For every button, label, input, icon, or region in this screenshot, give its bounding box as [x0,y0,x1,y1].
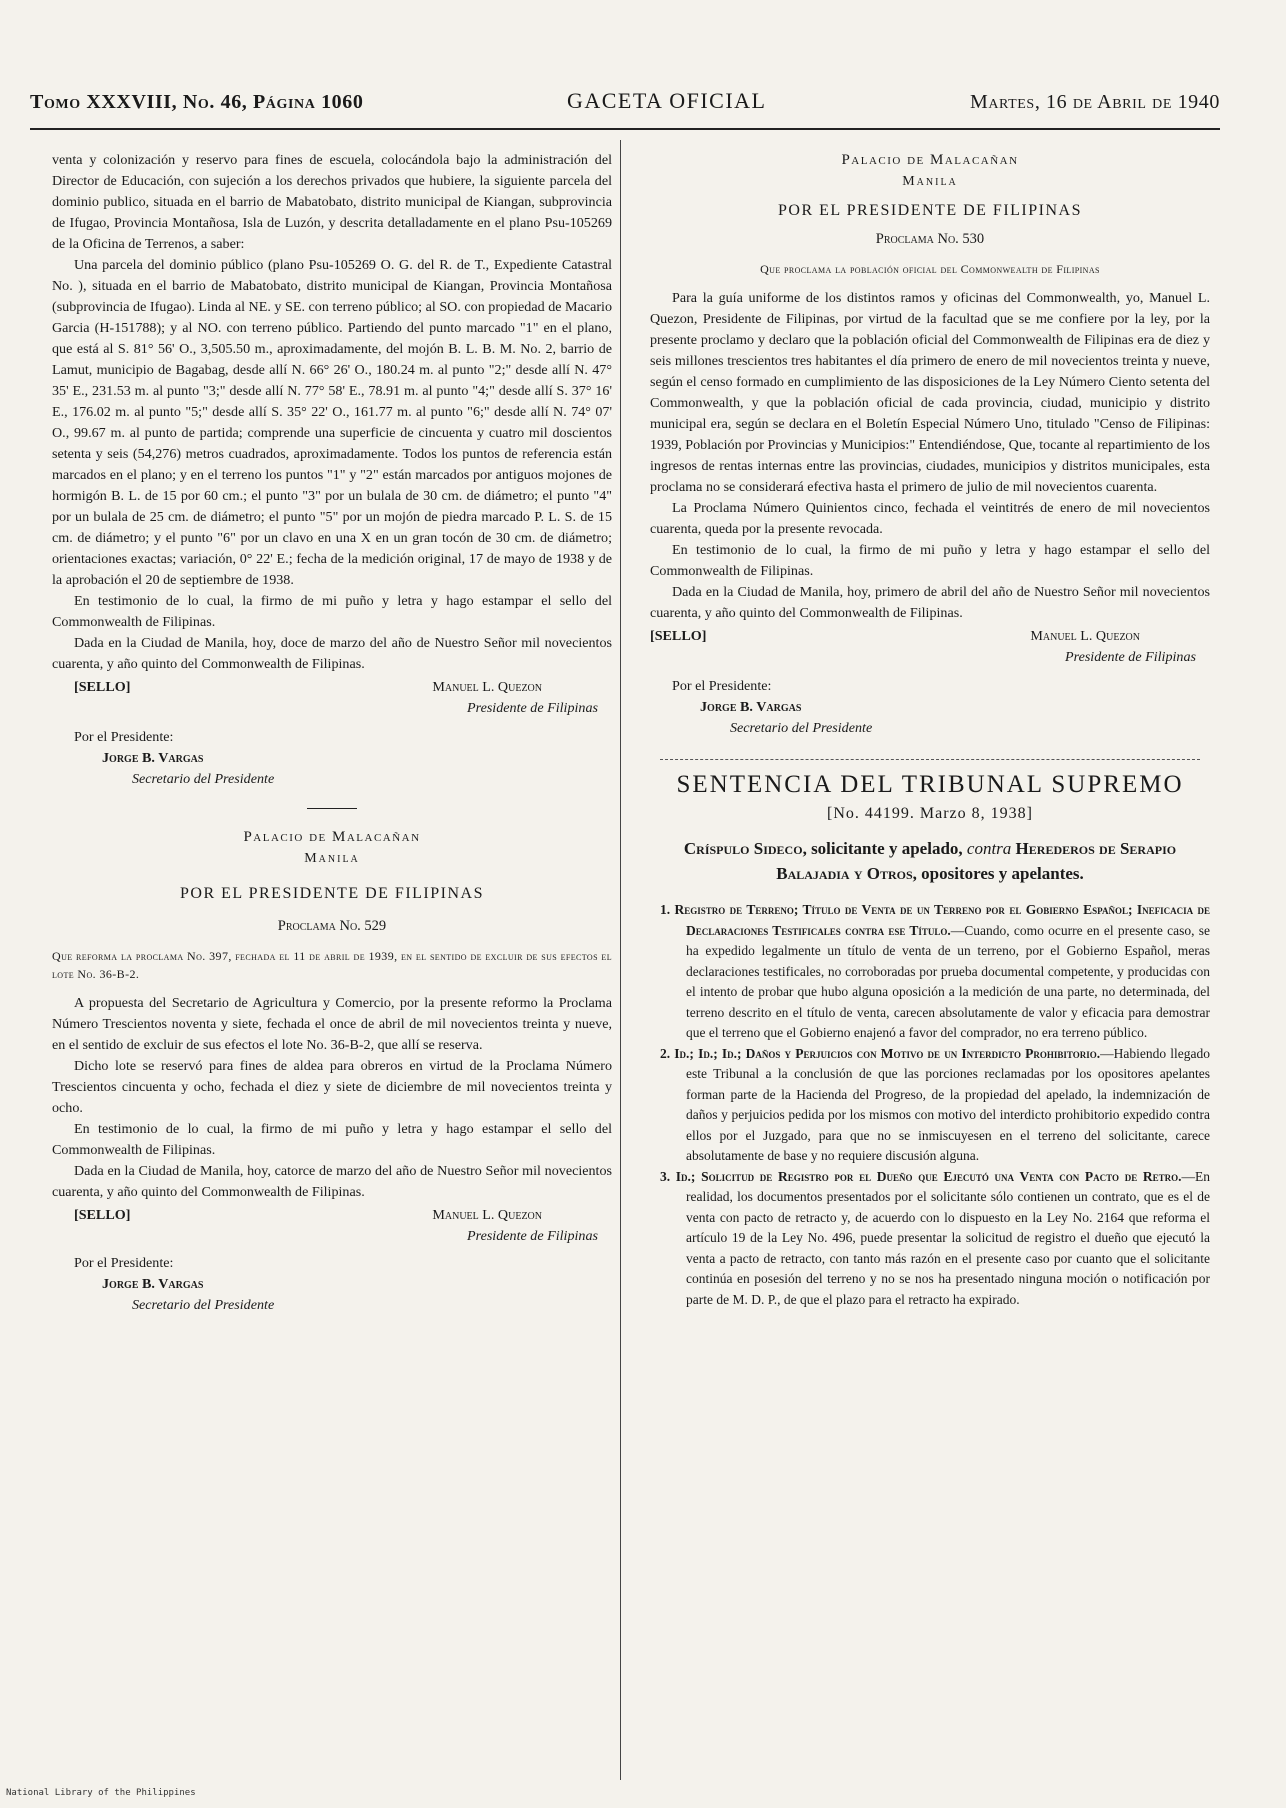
signer-title-3: Presidente de Filipinas [1065,649,1196,665]
proclamation-529-header [52,827,612,937]
page-header [30,88,1220,128]
header-rule [30,128,1220,130]
palacio-heading-2: Palacio de Malacañan [841,152,1019,168]
syllabus-item-3 [650,1167,1210,1311]
section-separator-2 [660,759,1200,760]
right-column [650,150,1210,1310]
secretary-name-3: Jorge B. Vargas [700,699,802,715]
testimony-paragraph: En testimonio de lo cual, la firmo de mi puño y letra y hago estampar el sello del Commonwealth de Filipinas. [52,593,612,630]
by-president: Por el Presidente: [74,729,174,745]
signature-row [52,677,612,698]
party-applicant-role: , solicitante y apelado, [802,839,967,858]
signer-title: Presidente de Filipinas [467,700,598,716]
proclamation-530-paragraph-1: Para la guía uniforme de los distintos ramos y oficinas del Commonwealth, yo, Manuel L. Quezon, Presidente de Filipinas, por virtud de la facultad que se me confiere por la ley, por la presente proclamo y declaro que la población oficial del Commonwealth de Filipinas era de diez y seis millones trescientos tres habitantes el día primero de enero de mil novecientos treinta y nueve, según el censo formado en cumplimiento de las disposiciones de la Ley Número Ciento setenta del Commonwealth, y que la población oficial de cada provincia, ciudad, municipio y distrito municipal era, según se declara en el Boletín Especial Número Uno, titulado "Censo de Filipinas: 1939, Población por Provincias y Municipios:" Entendiéndose, Que, tocante al repartimiento de los ingresos de rentas internas entre las provincias, ciudades, municipios y distritos municipales, esta proclama no se considerará efectiva hasta el primero de julio de mil novecientos cuarenta. [650,290,1210,495]
syllabus-3-heading: 3. Id.; Solicitud de Registro por el Dueño que Ejecutó una Venta con Pacto de Retro. [660,1168,1182,1184]
seal-mark-2: [SELLO] [74,1207,131,1223]
syllabus-item-2 [650,1044,1210,1167]
testimony-paragraph-2: En testimonio de lo cual, la firmo de mi puño y letra y hago estampar el sello del Commonwealth de Filipinas. [52,1121,612,1158]
header-volume: Tomo XXXVIII, No. 46, Página 1060 [30,91,364,113]
secretary-name-2: Jorge B. Vargas [102,1276,204,1292]
signature-row-3 [650,626,1210,647]
syllabus-2-body: —Habiendo llegado este Tribunal a la conclusión de que las porciones reclamadas por los opositores apelantes forman parte de la Hacienda del Progreso, de la propiedad del apelado, la indemnización de daños y perjuicios pedida por los mismos con motivo del interdicto prohibitorio expedido contra ellos por el Juzgado, para que no se inmiscuyesen en el terreno del solicitante, carece absolutamente de base y no requiere discusión alguna. [686,1045,1210,1163]
party-opponents: Herederos de Serapio Balajadia y Otros [776,839,1177,883]
party-opponents-role: , opositores y apelantes. [912,864,1084,883]
secretary-name: Jorge B. Vargas [102,750,204,766]
syllabus-item-1 [650,900,1210,1044]
manila-heading: Manila [304,851,360,866]
proclamation-528-paragraph-1: venta y colonización y reservo para fines de escuela, colocándola bajo la administración del Director de Educación, con sujeción a los derechos privados que hubiere, la siguiente parcela del dominio publico, situada en el barrio de Mabatobato, distrito municipal de Kiangan, subprovincia de Ifugao, Provincia Montañosa, Isla de Luzón, y descrita detalladamente en el plano Psu-105269 de la Oficina de Terrenos, a saber: [52,152,612,252]
signer-name: Manuel L. Quezon [432,679,542,695]
signer-title-2: Presidente de Filipinas [467,1228,598,1244]
proclama-number-2: Proclama No. 530 [875,231,985,247]
section-separator [307,808,357,809]
proclamation-529-paragraph-2: Dicho lote se reservó para fines de aldea para obreros en virtud de la Proclama Número Trescientos cincuenta y ocho, fechada el diez y siete de diciembre de mil novecientos treinta y ocho. [52,1058,612,1116]
signature-row-2 [52,1205,612,1226]
proclamation-530-paragraph-2: La Proclama Número Quinientos cinco, fechada el veintitrés de enero de mil novecientos cuarenta, queda por la presente revocada. [650,500,1210,537]
proclamation-subject: Que reforma la proclama No. 397, fechada el 11 de abril de 1939, en el sentido de excluir de sus efectos el lote No. 36-B-2. [52,949,612,981]
by-president-2: Por el Presidente: [74,1255,174,1271]
contra-word: contra [966,839,1012,858]
secretary-title-2: Secretario del Presidente [132,1297,275,1313]
scan-footer: National Library of the Philippines [6,1788,196,1798]
syllabus-1-heading: 1. Registro de Terreno; Título de Venta de un Terreno por el Gobierno Español; Ineficacia de Declaraciones Testificales contra ese Título. [660,902,1210,938]
proclamation-530-header [650,150,1210,250]
syllabus-1-body: —Cuando, como ocurre en el presente caso, se ha expedido legalmente un título de venta de un terreno, por el Gobierno Español, meras declaraciones testificales, no corroboradas por prueba documental competente, y producidas con el intento de probar que hubo alguna oposición a la medición de una parte, no determinada, del terreno descrito en el título de venta, carecen absolutamente de valor y eficacia para demostrar que el terreno que el Gobierno enajenó a favor del comprador, no era terreno público. [686,922,1210,1040]
party-applicant: Críspulo Sideco [683,839,803,858]
court-title: SENTENCIA DEL TRIBUNAL SUPREMO [676,771,1184,798]
por-presidente-heading: POR EL PRESIDENTE DE FILIPINAS [180,885,484,902]
header-title: GACETA OFICIAL [566,88,767,113]
syllabus-2-heading: 2. Id.; Id.; Id.; Daños y Perjuicios con Motivo de un Interdicto Prohibitorio. [660,1045,1101,1061]
signer-name-3: Manuel L. Quezon [1030,628,1140,644]
proclama-number: Proclama No. 529 [277,918,387,934]
column-divider [620,140,621,1780]
seal-mark: [SELLO] [74,679,131,695]
dated-paragraph: Dada en la Ciudad de Manila, hoy, doce de marzo del año de Nuestro Señor mil novecientos cuarenta, y año quinto del Commonwealth de Filipinas. [52,635,612,672]
manila-heading-2: Manila [902,174,958,189]
por-presidente-heading-2: POR EL PRESIDENTE DE FILIPINAS [778,202,1082,219]
left-column [52,150,612,1316]
testimony-paragraph-3: En testimonio de lo cual, la firmo de mi puño y letra y hago estampar el sello del Commonwealth de Filipinas. [650,542,1210,579]
land-description: Una parcela del dominio público (plano Psu-105269 O. G. del R. de T., Expediente Catastral No. ), situada en el barrio de Mabatobato, distrito municipal de Kiangan, Provincia Montañosa (subprovincia de Ifugao). Linda al NE. y SE. con terreno público; al SO. con propiedad de Macario Garcia (H-151788); y al NO. con terreno público. Partiendo del punto marcado "1" en el plano, que está al S. 81° 56' O., 3,505.50 m., aproximadamente, del mojón B. L. B. M. No. 2, barrio de Lamut, municipio de Bagabag, desde allí N. 66° 26' O., 180.24 m. al punto "2;" desde allí N. 47° 35' E., 231.53 m. al punto "3;" desde allí N. 77° 58' E., 78.91 m. al punto "4;" desde allí S. 37° 16' E., 176.02 m. al punto "5;" desde allí S. 35° 22' O., 161.77 m. al punto "6;" desde allí N. 74° 07' O., 99.67 m. al punto de partida; comprende una superficie de cincuenta y cuatro mil doscientos setenta y seis (54,276) metros cuadrados, aproximadamente. Todos los puntos de referencia están marcados en el plano; y en el terreno los puntos "1" y "2" están marcados por antiguos mojones de hormigón B. L. de 15 por 60 cm.; el punto "3" por un bulala de 30 cm. de diámetro; el punto "4" por un bulala de 25 cm. de diámetro; el punto "5" por un mojón de piedra marcado P. L. S. de 15 cm. de diámetro; y el punto "6" por un clavo en una X en un gran tocón de 30 cm. de diámetro; orientaciones exactas; variación, 0° 22' E.; fecha de la medición original, 17 de mayo de 1938 y de la aprobación el 20 de septiembre de 1938. [52,257,612,588]
palacio-heading: Palacio de Malacañan [243,829,421,845]
dated-paragraph-3: Dada en la Ciudad de Manila, hoy, primero de abril del año de Nuestro Señor mil novecientos cuarenta, y año quinto del Commonwealth de Filipinas. [650,584,1210,621]
secretary-title-3: Secretario del Presidente [730,720,873,736]
seal-mark-3: [SELLO] [650,628,707,644]
proclamation-subject-2: Que proclama la población oficial del Commonwealth de Filipinas [760,262,1100,276]
court-case-number: [No. 44199. Marzo 8, 1938] [827,805,1033,822]
by-president-3: Por el Presidente: [672,678,772,694]
secretary-title: Secretario del Presidente [132,771,275,787]
proclamation-529-paragraph-1: A propuesta del Secretario de Agricultura y Comercio, por la presente reformo la Proclama Número Trescientos noventa y siete, fechada el once de abril de mil novecientos treinta y nueve, en el sentido de excluir de sus efectos el lote No. 36-B-2, que allí se reserva. [52,995,612,1053]
dated-paragraph-2: Dada en la Ciudad de Manila, hoy, catorce de marzo del año de Nuestro Señor mil novecientos cuarenta, y año quinto del Commonwealth de Filipinas. [52,1163,612,1200]
syllabus-3-body: —En realidad, los documentos presentados por el solicitante sólo contienen un contrato, que es el de venta con pacto de retracto y, de acuerdo con lo dispuesto en la Ley No. 2164 que reforma el artículo 19 de la Ley No. 496, puede presentar la solicitud de registro el dueño que ejecutó la venta a pacto de retracto, con tanto más razón en el presente caso por cuanto que el solicitante continúa en posesión del terreno y no se nos ha presentado ninguna moción o notificación por parte de M. D. P., de que el plazo para el retracto ha expirado. [686,1168,1210,1307]
header-date: Martes, 16 de Abril de 1940 [969,91,1220,113]
signer-name-2: Manuel L. Quezon [432,1207,542,1223]
case-parties [650,836,1210,886]
